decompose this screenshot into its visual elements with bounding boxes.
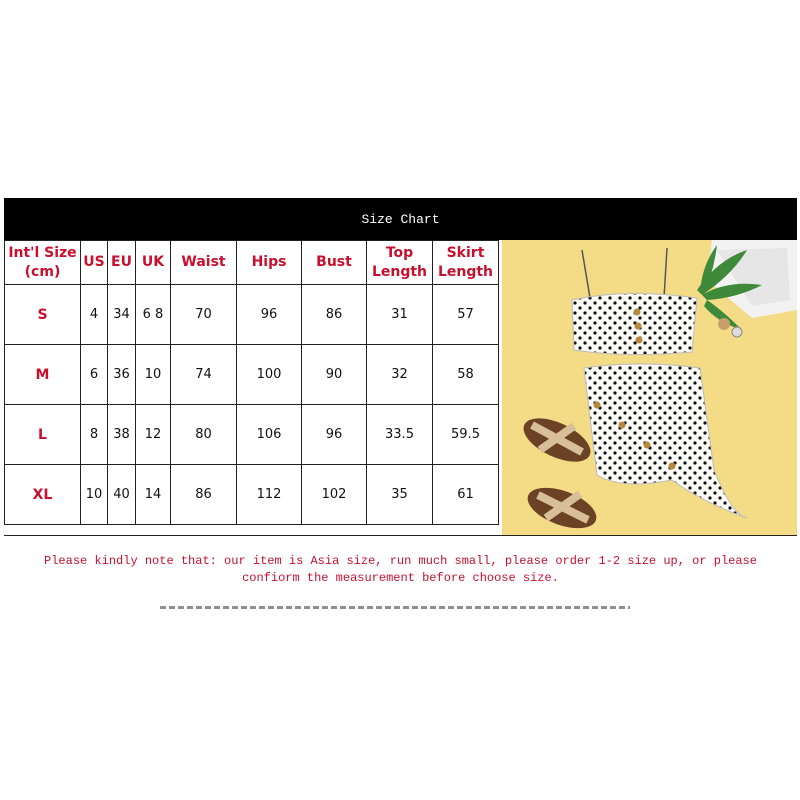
table-cell: 33.5 [367,405,433,465]
table-cell: 35 [367,465,433,525]
table-cell: 6 8 [136,285,171,345]
size-note [4,535,797,604]
table-row [5,345,499,405]
table-cell: 40 [108,465,136,525]
column-header: US [81,241,108,285]
table-cell: 12 [136,405,171,465]
table-cell: 90 [302,345,367,405]
product-photo [502,240,797,535]
clipped-text-remnant [160,606,630,610]
size-table [4,240,499,525]
table-header-row [5,241,499,285]
table-cell: 74 [171,345,237,405]
table-cell: 59.5 [433,405,499,465]
size-chart-sheet [4,198,797,604]
column-header: Skirt Length [433,241,499,285]
table-cell: 86 [302,285,367,345]
decor-circle [732,327,742,337]
size-label: M [5,345,81,405]
table-cell: 58 [433,345,499,405]
table-cell: 106 [237,405,302,465]
table-cell: 8 [81,405,108,465]
table-cell: 61 [433,465,499,525]
size-label: L [5,405,81,465]
table-cell: 32 [367,345,433,405]
table-cell: 102 [302,465,367,525]
table-cell: 6 [81,345,108,405]
column-header: Top Length [367,241,433,285]
table-row [5,285,499,345]
size-label: S [5,285,81,345]
table-cell: 4 [81,285,108,345]
table-cell: 80 [171,405,237,465]
table-cell: 36 [108,345,136,405]
table-cell: 57 [433,285,499,345]
table-cell: 31 [367,285,433,345]
size-label: XL [5,465,81,525]
table-row [5,465,499,525]
size-chart-title: Size Chart [4,198,797,240]
table-cell: 34 [108,285,136,345]
column-header: Waist [171,241,237,285]
table-cell: 10 [81,465,108,525]
column-header: Hips [237,241,302,285]
decor-circle [718,318,730,330]
table-cell: 96 [237,285,302,345]
table-row [5,405,499,465]
column-header: EU [108,241,136,285]
table-cell: 14 [136,465,171,525]
table-cell: 38 [108,405,136,465]
table-cell: 96 [302,405,367,465]
column-header: Bust [302,241,367,285]
column-header: Int'l Size (cm) [5,241,81,285]
table-cell: 10 [136,345,171,405]
size-note-line1: Please kindly note that: our item is Asia size, run much small, please order 1-2 size up, or please [44,554,757,568]
size-note-line2: confiorm the measurement before choose size. [242,571,559,585]
column-header: UK [136,241,171,285]
table-cell: 70 [171,285,237,345]
table-cell: 86 [171,465,237,525]
table-cell: 112 [237,465,302,525]
table-cell: 100 [237,345,302,405]
